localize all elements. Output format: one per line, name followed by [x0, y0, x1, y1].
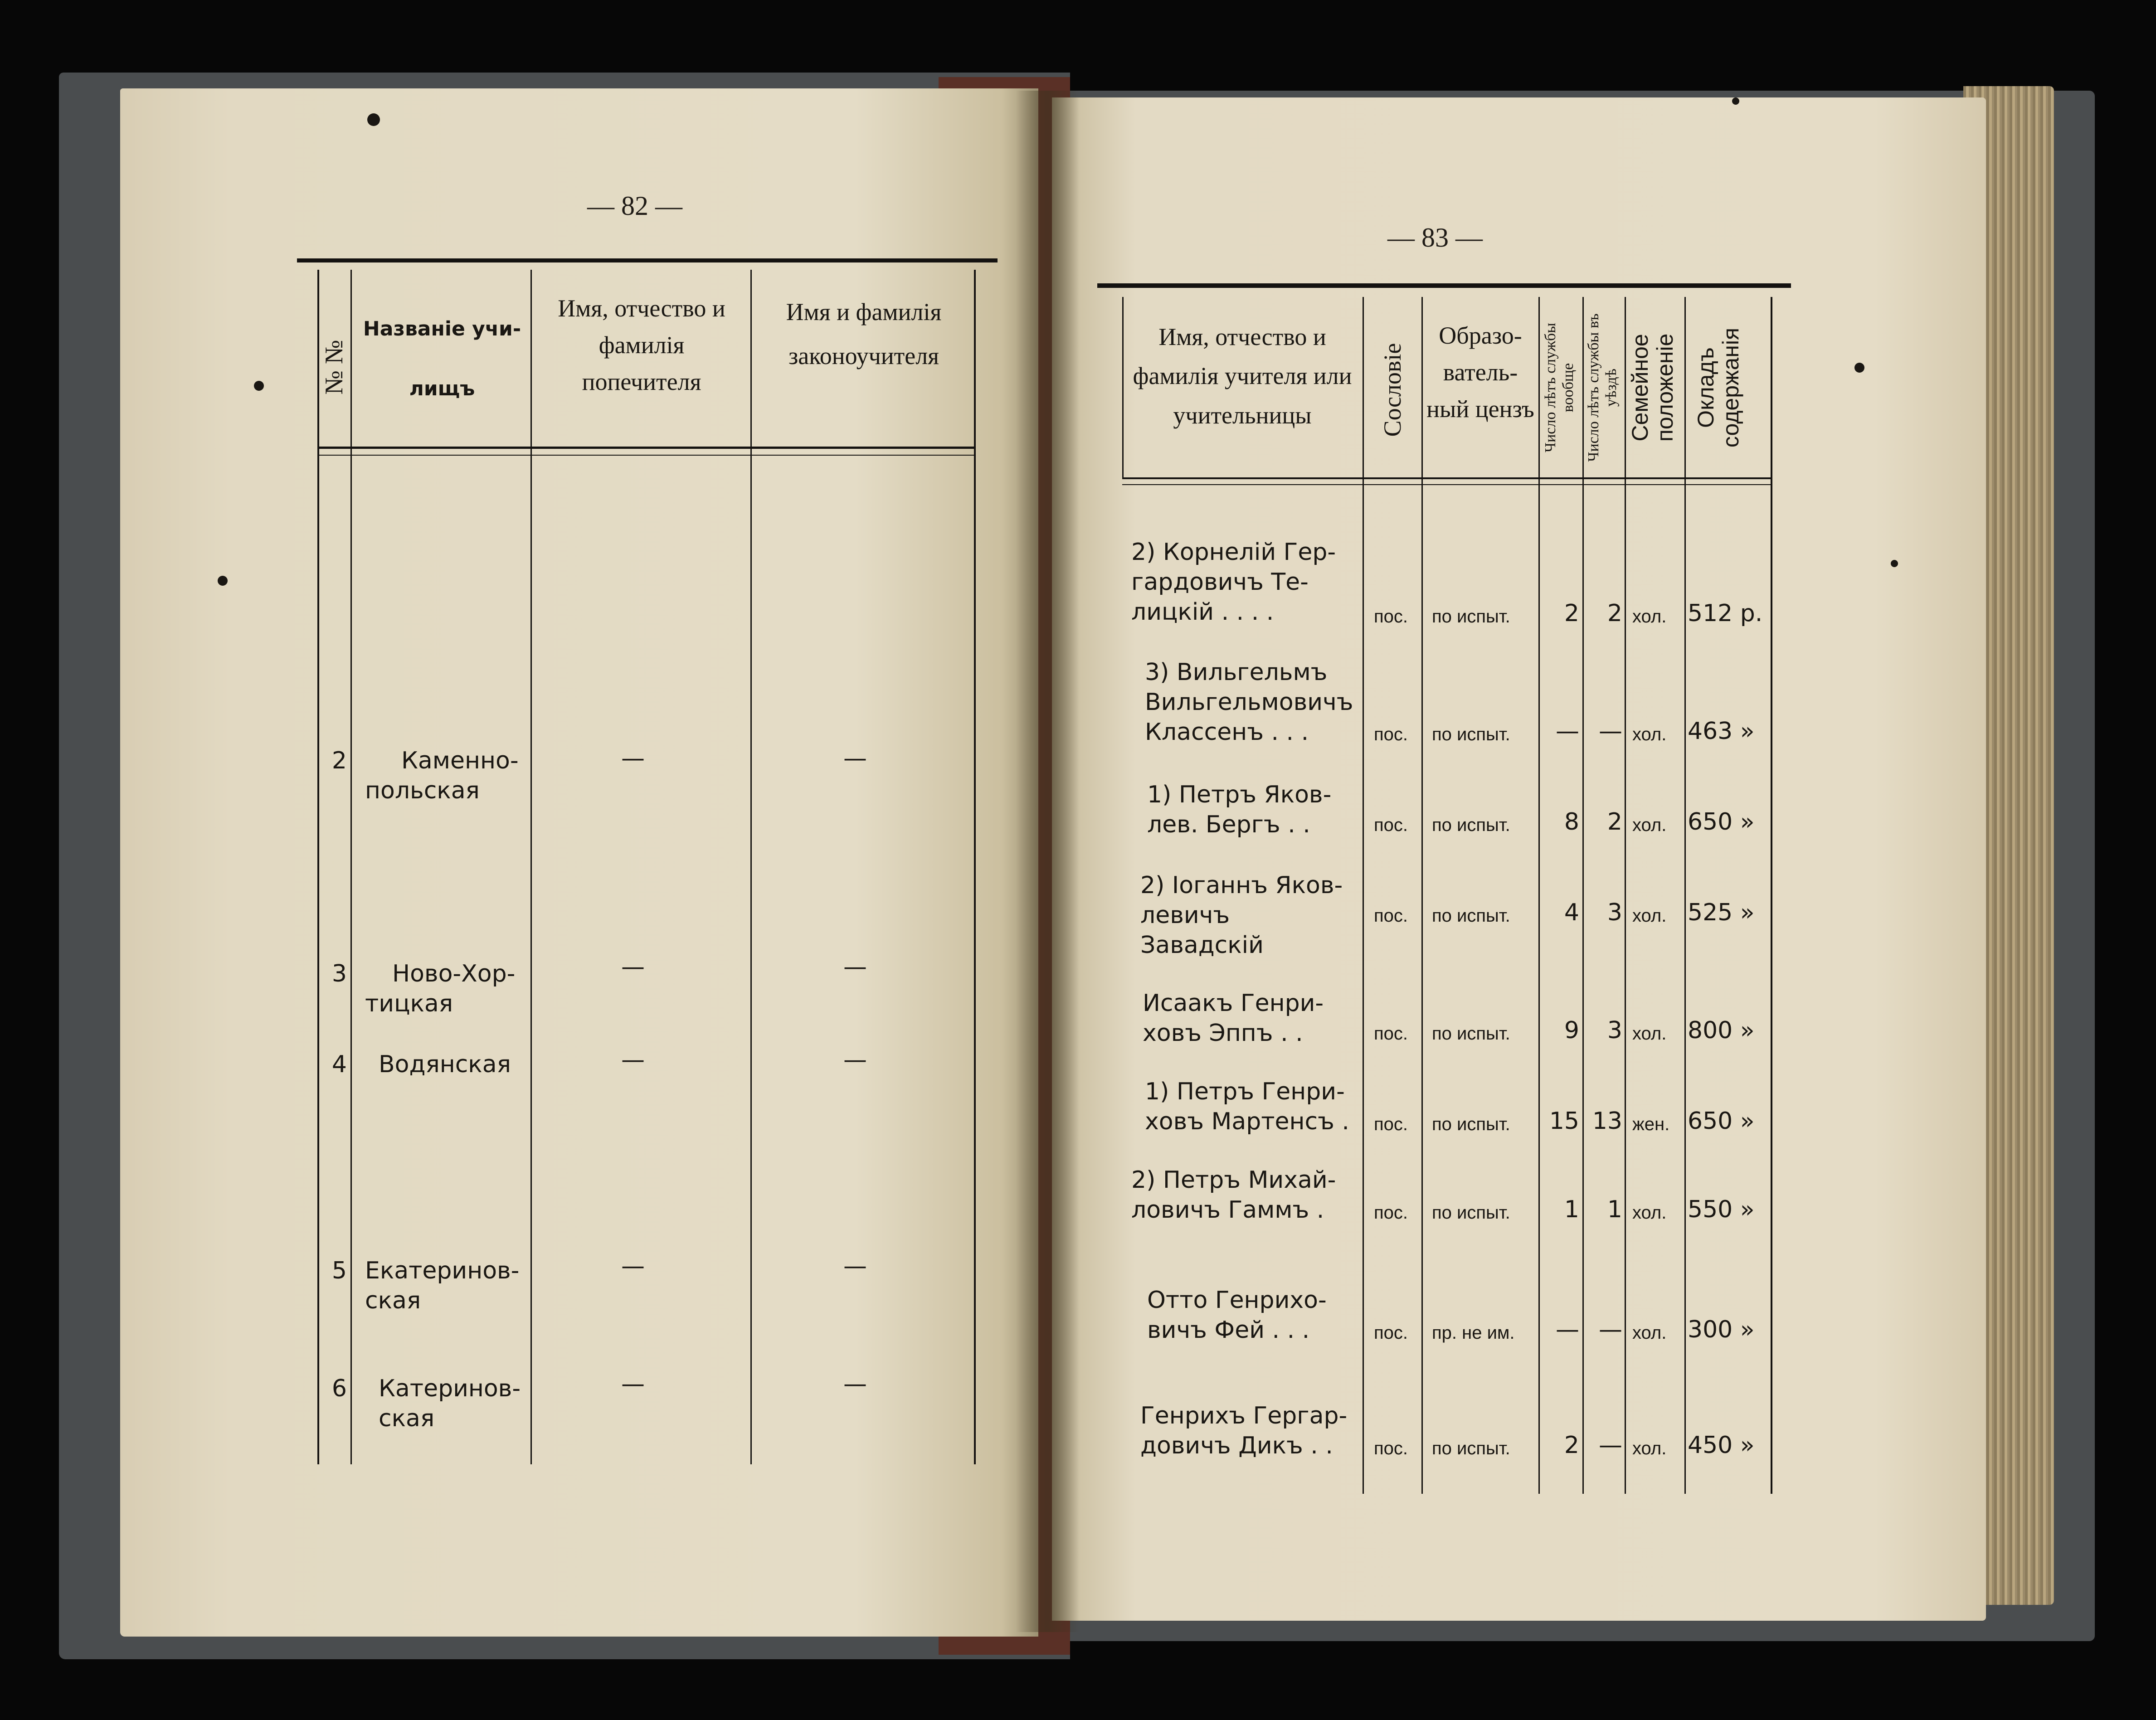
years-district: —	[1599, 1316, 1622, 1343]
right-table-col-rule	[1625, 297, 1626, 1494]
header-estate: Сословіе	[1379, 343, 1406, 437]
family-status: хол.	[1632, 724, 1667, 744]
header-years-total: Число лѣтъ службы вообще	[1542, 323, 1577, 453]
row-number: 5	[331, 1257, 347, 1284]
years-total: —	[1556, 1316, 1579, 1343]
header-trustee: Имя, отчество и фамилія попечителя	[558, 295, 725, 395]
teacher-estate: пос.	[1374, 815, 1408, 835]
teacher-estate: пос.	[1374, 1203, 1408, 1223]
row-number: 3	[331, 960, 347, 987]
years-district: 13	[1592, 1108, 1622, 1135]
teacher-education: по испыт.	[1432, 1438, 1510, 1458]
school-name: Ново-Хор- тицкая	[365, 960, 516, 1018]
left-table-col-rule	[350, 270, 352, 1464]
teacher-education: по испыт.	[1432, 724, 1510, 744]
teacher-name: 2) Петръ Михай- ловичъ Гаммъ .	[1131, 1166, 1336, 1224]
school-name: Водянская	[379, 1051, 511, 1078]
header-years-district: Число лѣтъ службы въ уѣздѣ	[1585, 313, 1620, 462]
family-status: хол.	[1632, 815, 1667, 835]
teacher-education: по испыт.	[1432, 607, 1510, 627]
years-district: 3	[1607, 1017, 1622, 1044]
years-district: 1	[1607, 1196, 1622, 1223]
trustee-dash: —	[621, 1370, 645, 1398]
years-district: —	[1599, 1432, 1622, 1459]
page-speck	[1732, 97, 1739, 105]
years-district: 2	[1607, 808, 1622, 836]
left-table-col-rule	[750, 270, 752, 1464]
priest-dash: —	[843, 953, 867, 981]
teacher-estate: пос.	[1374, 724, 1408, 744]
teacher-estate: пос.	[1374, 607, 1408, 627]
teacher-estate: пос.	[1374, 1438, 1408, 1458]
page-speck	[1891, 560, 1898, 567]
salary: 463 »	[1688, 718, 1755, 745]
right-table-header-rule-thin	[1122, 484, 1771, 485]
trustee-dash: —	[621, 1253, 645, 1280]
years-total: —	[1556, 718, 1579, 745]
teacher-education: пр. не им.	[1432, 1323, 1515, 1343]
family-status: хол.	[1632, 607, 1667, 627]
right-table-border-right	[1771, 297, 1772, 1494]
years-total: 4	[1564, 899, 1579, 926]
salary: 512 р.	[1688, 600, 1763, 627]
row-number: 6	[331, 1375, 347, 1402]
years-total: 15	[1549, 1108, 1579, 1135]
years-total: 2	[1564, 1432, 1579, 1459]
teacher-name: Исаакъ Генри- ховъ Эппъ . .	[1143, 990, 1324, 1047]
priest-dash: —	[843, 1253, 867, 1280]
years-district: 2	[1607, 600, 1622, 627]
left-table-border-left	[317, 270, 319, 1464]
family-status: хол.	[1632, 1024, 1667, 1044]
left-table-header-rule	[317, 447, 975, 449]
teacher-name: 1) Петръ Генри- ховъ Мартенсъ .	[1145, 1078, 1349, 1136]
salary: 300 »	[1688, 1316, 1755, 1343]
left-table-col-rule	[530, 270, 532, 1464]
right-table-top-rule	[1097, 283, 1791, 288]
years-total: 2	[1564, 600, 1579, 627]
right-table-col-rule	[1684, 297, 1686, 1494]
page-number-left: — 82 —	[587, 191, 682, 221]
years-total: 9	[1564, 1017, 1579, 1044]
right-table-border-left	[1122, 297, 1124, 478]
trustee-dash: —	[621, 953, 645, 981]
years-district: 3	[1607, 899, 1622, 926]
row-number: 2	[331, 747, 347, 774]
teacher-education: по испыт.	[1432, 1024, 1510, 1044]
priest-dash: —	[843, 745, 867, 772]
teacher-education: по испыт.	[1432, 815, 1510, 835]
years-district: —	[1599, 718, 1622, 745]
salary: 650 »	[1688, 808, 1755, 836]
years-total: 8	[1564, 808, 1579, 836]
teacher-estate: пос.	[1374, 1323, 1408, 1343]
header-family: Семейное положеніе	[1627, 333, 1678, 442]
page-speck	[218, 576, 228, 586]
header-nn: № №	[320, 340, 348, 395]
header-school-name: Названіе учи- лищъ	[363, 317, 521, 400]
teacher-name: 1) Петръ Яков- лев. Бергъ . .	[1147, 781, 1332, 839]
right-table-col-rule	[1421, 297, 1423, 1494]
header-salary: Окладъ содержанія	[1693, 327, 1743, 448]
row-number: 4	[331, 1051, 347, 1078]
family-status: хол.	[1632, 1323, 1667, 1343]
family-status: хол.	[1632, 1438, 1667, 1458]
teacher-name: Генрихъ Гергар- довичъ Дикъ . .	[1140, 1402, 1348, 1460]
salary: 450 »	[1688, 1432, 1755, 1459]
right-table-col-rule	[1538, 297, 1540, 1494]
priest-dash: —	[843, 1046, 867, 1074]
salary: 550 »	[1688, 1196, 1755, 1223]
header-teacher: Имя, отчество и фамилія учителя или учительницы	[1133, 323, 1352, 429]
trustee-dash: —	[621, 745, 645, 772]
page-speck	[1854, 363, 1864, 373]
salary: 525 »	[1688, 899, 1755, 926]
teacher-estate: пос.	[1374, 1114, 1408, 1134]
left-table-header-rule-thin	[317, 455, 975, 456]
left-table-border-right	[974, 270, 976, 1464]
school-name: Екатеринов- ская	[365, 1257, 520, 1315]
teacher-education: по испыт.	[1432, 1114, 1510, 1134]
salary: 650 »	[1688, 1108, 1755, 1135]
teacher-name: 2) Іоганнъ Яков- левичъ Завадскій	[1140, 872, 1343, 959]
school-name: Каменно- польская	[365, 747, 519, 805]
gutter-shadow	[1016, 91, 1079, 1632]
teacher-name: 2) Корнелій Гер- гардовичъ Те- лицкій . . . .	[1131, 539, 1336, 626]
teacher-education: по испыт.	[1432, 1203, 1510, 1223]
right-table-col-rule	[1363, 297, 1364, 1494]
right-table-col-rule	[1582, 297, 1584, 1494]
teacher-name: Отто Генрихо- вичъ Фей . . .	[1147, 1287, 1327, 1344]
family-status: хол.	[1632, 906, 1667, 926]
family-status: жен.	[1632, 1114, 1670, 1134]
teacher-education: по испыт.	[1432, 906, 1510, 926]
teacher-estate: пос.	[1374, 1024, 1408, 1044]
family-status: хол.	[1632, 1203, 1667, 1223]
page-speck	[367, 113, 380, 126]
trustee-dash: —	[621, 1046, 645, 1074]
teacher-estate: пос.	[1374, 906, 1408, 926]
school-name: Катеринов- ская	[379, 1375, 521, 1433]
teacher-name: 3) Вильгельмъ Вильгельмовичъ Классенъ . . .	[1145, 659, 1353, 746]
years-total: 1	[1564, 1196, 1579, 1223]
right-table-header-rule	[1122, 477, 1771, 479]
header-priest: Имя и фамилія законоучителя	[786, 298, 942, 370]
priest-dash: —	[843, 1370, 867, 1398]
page-speck	[254, 381, 264, 391]
header-education: Образо- ватель- ный цензъ	[1426, 322, 1534, 423]
left-table-top-rule	[297, 258, 998, 262]
salary: 800 »	[1688, 1017, 1755, 1044]
page-number-right: — 83 —	[1387, 223, 1483, 253]
